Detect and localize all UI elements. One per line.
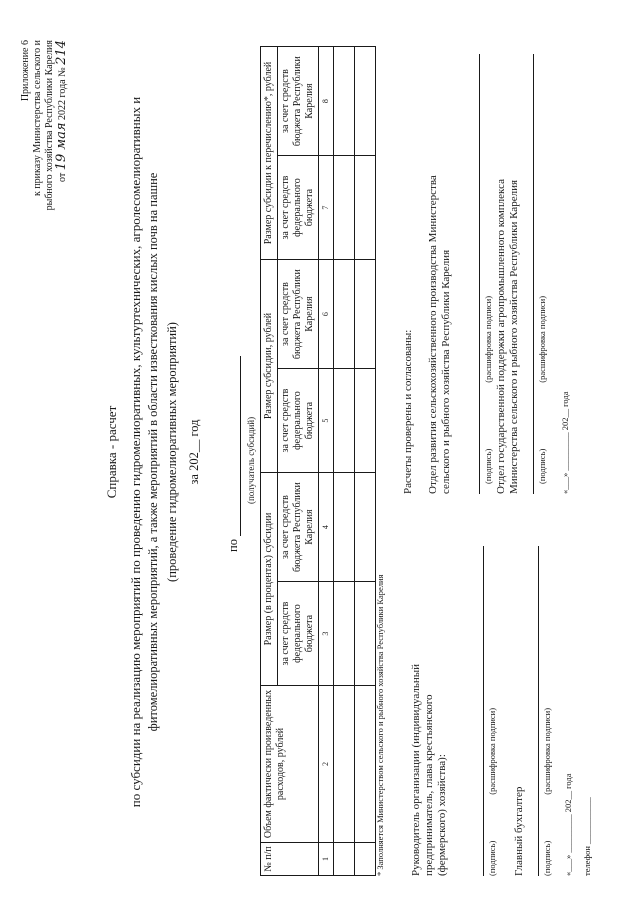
dept1-line-2: сельского и рыбного хозяйства Республики Карелия: [440, 249, 452, 494]
th-percent-federal: за счет средств федерального бюджета: [278, 582, 319, 686]
dept2-signature-line[interactable]: [521, 54, 534, 494]
footnote: * Заполняется Министерством сельского и рыбного хозяйства Республики Карелия: [375, 574, 385, 876]
head-label-3: (фермерского) хозяйства):: [436, 754, 448, 876]
cell[interactable]: [355, 47, 376, 156]
dept1-sig-decode: (расшифровка подписи): [483, 295, 493, 383]
doc-title-line-3: фитомелиоративных мероприятий, а также мероприятий в области известкования кислых почв на пашне: [146, 172, 160, 732]
checked-label: Расчеты проверены и согласованы:: [402, 329, 414, 494]
th-subsidy-republic: за счет средств бюджета Республики Карелия: [278, 260, 319, 369]
dept2-captions: [536, 24, 549, 494]
col-num-2: 2: [319, 686, 334, 843]
col-num-5: 5: [319, 369, 334, 473]
handwritten-number: 214: [54, 40, 69, 65]
th-transfer-federal: за счет средств федерального бюджета: [278, 156, 319, 260]
accountant-signature-line[interactable]: [526, 546, 539, 876]
col-num-7: 7: [319, 156, 334, 260]
accountant-label: Главный бухгалтер: [513, 786, 525, 876]
col-num-1: 1: [319, 843, 334, 876]
cell[interactable]: [355, 473, 376, 582]
date-line[interactable]: «___» _________ 202__ года: [563, 773, 573, 876]
th-transfer: Размер субсидии к перечислению*, рублей: [261, 47, 278, 260]
cell[interactable]: [334, 156, 355, 260]
recipient-caption: (получатель субсидий): [246, 416, 256, 504]
dept1-line-1: Отдел развития сельскохозяйственного производства Министерства: [427, 175, 439, 494]
dept2-line-2: Министерства сельского и рыбного хозяйства Республики Карелия: [508, 179, 520, 494]
th-transfer-republic: за счет средств бюджета Республики Карелия: [278, 47, 319, 156]
sig-caption: (подпись): [487, 840, 497, 876]
cell[interactable]: [355, 582, 376, 686]
th-percent-republic: за счет средств бюджета Республики Карелия: [278, 473, 319, 582]
cell[interactable]: [355, 369, 376, 473]
cell[interactable]: [334, 369, 355, 473]
dept1-sig-caption: (подпись): [483, 448, 493, 484]
appendix-line-4: [56, 40, 69, 280]
head-label-1: Руководитель организации (индивидуальный: [410, 663, 422, 876]
accountant-captions: [541, 546, 554, 876]
handwritten-date: 19 мая: [54, 122, 69, 171]
col-num-4: 4: [319, 473, 334, 582]
col-num-3: 3: [319, 582, 334, 686]
subsidy-table: [260, 46, 376, 876]
signature-line[interactable]: [471, 546, 484, 876]
table-row: [334, 47, 355, 876]
cell[interactable]: [334, 473, 355, 582]
appendix-line-1: Приложение 6: [20, 40, 31, 102]
dept2-sig-decode: (расшифровка подписи): [537, 295, 547, 383]
cell[interactable]: [355, 156, 376, 260]
col-num-8: 8: [319, 47, 334, 156]
approval-date-line[interactable]: «___» _________ 202__ года: [560, 391, 570, 494]
cell[interactable]: [355, 260, 376, 369]
appendix-line-2: к приказу Министерства сельского и: [32, 40, 43, 197]
th-subsidy: Размер субсидии, рублей: [261, 260, 278, 473]
signature-captions: [486, 546, 499, 876]
sig-decode-caption-2: (расшифровка подписи): [542, 707, 552, 795]
th-percent: Размер (в процентах) субсидии: [261, 473, 278, 686]
cell[interactable]: [334, 260, 355, 369]
sig-decode-caption: (расшифровка подписи): [487, 707, 497, 795]
appendix-year-no: 2022 года №: [57, 67, 68, 120]
phone-line[interactable]: телефон ___________: [582, 797, 592, 876]
recipient-line: [226, 332, 241, 552]
cell[interactable]: [334, 686, 355, 843]
appendix-header: [20, 40, 69, 280]
approval-block: [402, 24, 572, 494]
cell[interactable]: [355, 843, 376, 876]
applicant-signature-block: [410, 546, 594, 876]
th-num: № п/п: [261, 843, 319, 876]
column-number-row: [319, 47, 334, 876]
th-volume: Объем фактически произведенных расходов, рублей: [261, 686, 319, 843]
dept1-captions: [482, 24, 495, 494]
doc-title-line-2: по субсидии на реализацию мероприятий по проведению гидромелиоративных, культуртехнических, агролесомелиоративных и: [128, 96, 143, 808]
cell[interactable]: [334, 582, 355, 686]
appendix-from: от: [57, 172, 68, 183]
po-label: по: [226, 539, 240, 552]
head-label-2: предприниматель, глава крестьянского: [423, 694, 435, 876]
cell[interactable]: [334, 843, 355, 876]
recipient-blank[interactable]: [229, 356, 241, 536]
doc-title-line-4: (проведение гидромелиоративных мероприятий): [165, 322, 179, 582]
sig-caption-2: (подпись): [542, 840, 552, 876]
cell[interactable]: [334, 47, 355, 156]
for-year: за 202__ год: [187, 419, 201, 485]
doc-title: Справка - расчет: [104, 405, 119, 499]
dept1-signature-line[interactable]: [467, 54, 480, 494]
table-row: [355, 47, 376, 876]
cell[interactable]: [355, 686, 376, 843]
dept2-sig-caption: (подпись): [537, 448, 547, 484]
dept2-line-1: Отдел государственной поддержки агропромышленного комплекса: [495, 179, 507, 494]
appendix-line-3: рыбного хозяйства Республики Карелия: [44, 40, 55, 211]
col-num-6: 6: [319, 260, 334, 369]
th-subsidy-federal: за счет средств федерального бюджета: [278, 369, 319, 473]
